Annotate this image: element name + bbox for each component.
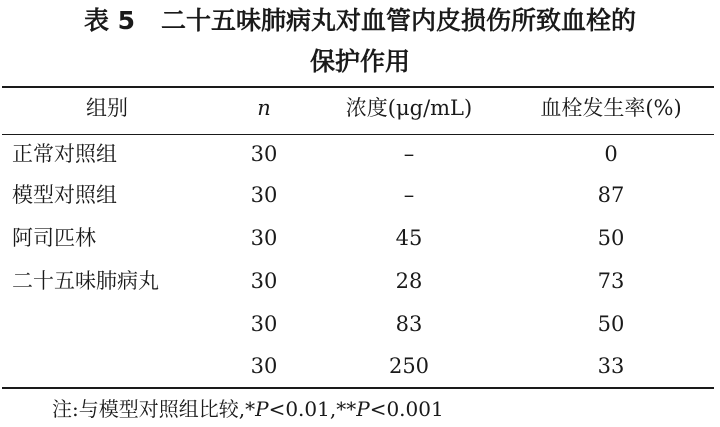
cell-concentration: 83	[395, 312, 423, 336]
cell-n: 30	[250, 269, 278, 293]
table-title-text: 二十五味肺病丸对血管内皮损伤所致血栓的	[161, 6, 637, 35]
cell-concentration: 28	[395, 269, 423, 293]
bottom-rule	[2, 387, 714, 389]
cell-group: 阿司匹林	[12, 226, 96, 250]
cell-rate: 87	[597, 183, 625, 207]
top-rule	[2, 86, 714, 88]
cell-concentration: –	[403, 142, 415, 166]
cell-rate: 73	[597, 269, 625, 293]
header-group: 组别	[86, 96, 128, 120]
cell-rate: 50	[597, 226, 625, 250]
note-threshold: <0.01,**	[268, 397, 357, 421]
header-n: n	[257, 96, 271, 120]
cell-n: 30	[250, 354, 278, 378]
note-p-symbol: P	[255, 397, 269, 421]
cell-n: 30	[250, 312, 278, 336]
note-threshold: <0.001	[369, 397, 444, 421]
cell-group: 二十五味肺病丸	[12, 269, 159, 293]
table-title	[0, 6, 720, 36]
cell-concentration: –	[403, 183, 415, 207]
note-p-symbol: P	[356, 397, 370, 421]
table-note	[52, 397, 444, 421]
table-number: 表 5	[83, 6, 136, 35]
cell-rate: 0	[604, 142, 618, 166]
cell-n: 30	[250, 183, 278, 207]
table-title-continued: 保护作用	[309, 47, 410, 76]
cell-group: 模型对照组	[12, 183, 117, 207]
cell-concentration: 45	[395, 226, 423, 250]
cell-n: 30	[250, 226, 278, 250]
header-rate: 血栓发生率(%)	[540, 96, 682, 120]
note-prefix: 注:与模型对照组比较,*	[52, 397, 256, 421]
cell-concentration: 250	[388, 354, 430, 378]
cell-n: 30	[250, 142, 278, 166]
cell-rate: 33	[597, 354, 625, 378]
header-concentration: 浓度(μg/mL)	[345, 96, 473, 120]
cell-rate: 50	[597, 312, 625, 336]
header-rule	[2, 134, 714, 135]
cell-group: 正常对照组	[12, 142, 117, 166]
